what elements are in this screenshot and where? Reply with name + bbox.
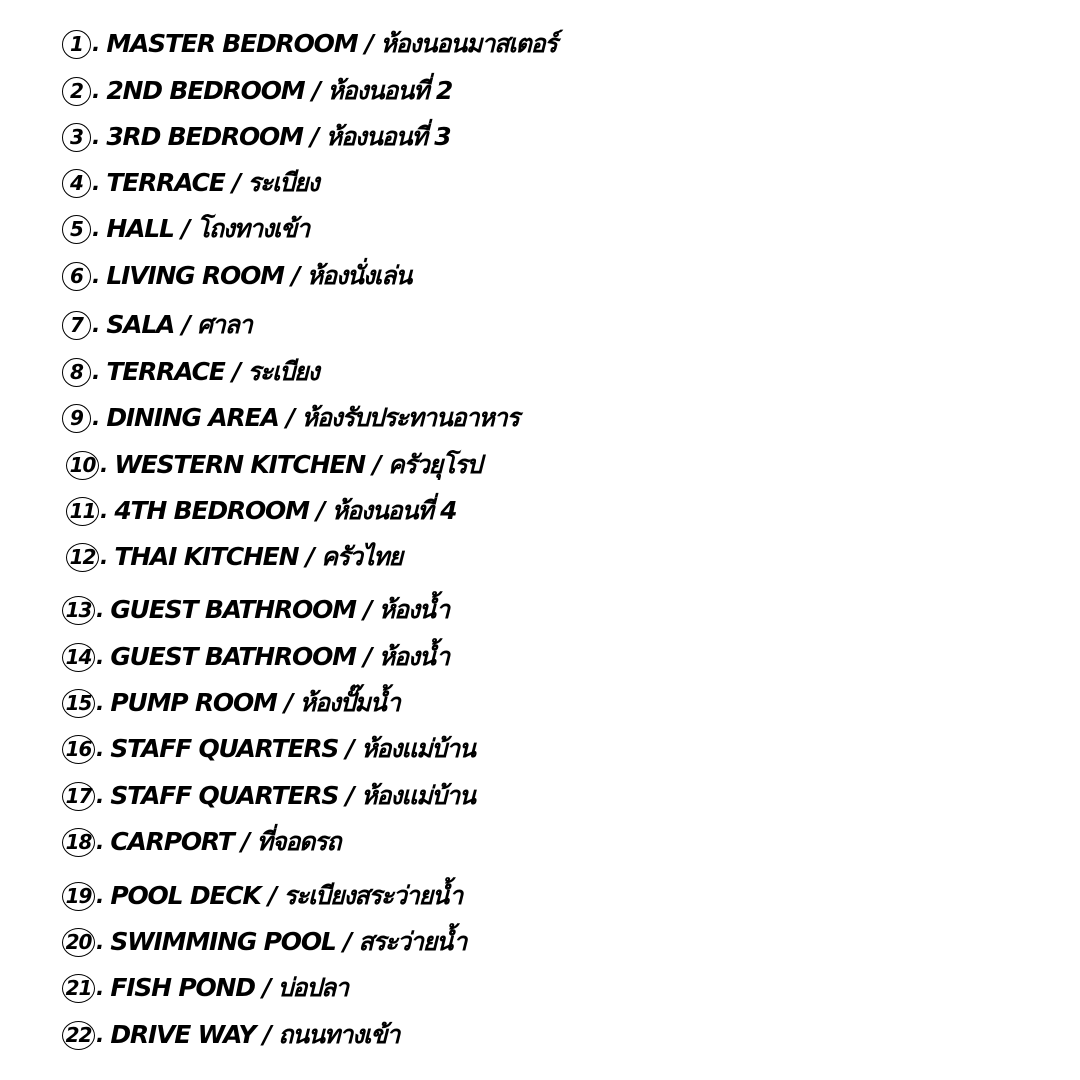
item-number-circle: 3: [62, 123, 91, 152]
item-separator: .: [96, 883, 105, 909]
legend-item-5: [62, 209, 309, 249]
item-label: POOL DECK / ระเบียงสระว่ายน้ำ: [110, 881, 463, 910]
item-number-circle: 14: [62, 643, 95, 672]
legend-item-21: [62, 968, 348, 1008]
legend-item-17: [62, 776, 475, 816]
item-label: THAI KITCHEN / ครัวไทย: [114, 542, 402, 571]
item-number-circle: 15: [62, 689, 95, 718]
legend-item-14: [62, 637, 449, 677]
item-number-circle: 4: [62, 169, 91, 198]
item-number-circle: 2: [62, 77, 91, 106]
legend-item-18: [62, 822, 340, 862]
item-label: PUMP ROOM / ห้องปั๊มน้ำ: [110, 688, 400, 717]
item-number-circle: 5: [62, 215, 91, 244]
legend-item-4: [62, 163, 318, 203]
item-separator: .: [96, 783, 105, 809]
item-number-circle: 19: [62, 882, 95, 911]
item-label: DINING AREA / ห้องรับประทานอาหาร: [106, 403, 519, 432]
item-label: SALA / ศาลา: [106, 310, 252, 339]
item-separator: .: [92, 263, 101, 289]
item-number-circle: 1: [62, 30, 91, 59]
item-number-circle: 6: [62, 262, 91, 291]
item-label: 2ND BEDROOM / ห้องนอนที่ 2: [106, 76, 453, 105]
item-label: SWIMMING POOL / สระว่ายน้ำ: [110, 927, 467, 956]
legend-item-13: [62, 590, 449, 630]
item-label: DRIVE WAY / ถนนทางเข้า: [110, 1020, 400, 1049]
item-label: CARPORT / ที่จอดรถ: [110, 827, 341, 856]
item-label: TERRACE / ระเบียง: [106, 357, 319, 386]
item-separator: .: [92, 405, 101, 431]
legend-item-11: [66, 491, 456, 531]
item-number-circle: 21: [62, 974, 95, 1003]
legend-item-20: [62, 922, 466, 962]
item-separator: .: [96, 829, 105, 855]
item-separator: .: [96, 736, 105, 762]
item-separator: .: [92, 359, 101, 385]
item-label: GUEST BATHROOM / ห้องน้ำ: [110, 642, 449, 671]
legend-item-7: [62, 305, 252, 345]
item-label: GUEST BATHROOM / ห้องน้ำ: [110, 595, 449, 624]
item-number-circle: 11: [66, 497, 99, 526]
item-label: HALL / โถงทางเข้า: [106, 214, 309, 243]
item-separator: .: [100, 544, 109, 570]
item-separator: .: [96, 975, 105, 1001]
item-label: FISH POND / บ่อปลา: [110, 973, 348, 1002]
item-separator: .: [92, 216, 101, 242]
item-number-circle: 7: [62, 311, 91, 340]
item-number-circle: 22: [62, 1021, 95, 1050]
legend-item-12: [66, 537, 402, 577]
legend-item-22: [62, 1015, 399, 1055]
item-label: MASTER BEDROOM / ห้องนอนมาสเตอร์: [106, 29, 557, 58]
item-label: LIVING ROOM / ห้องนั่งเล่น: [106, 261, 412, 290]
item-number-circle: 12: [66, 543, 99, 572]
item-label: 4TH BEDROOM / ห้องนอนที่ 4: [114, 496, 457, 525]
item-number-circle: 20: [62, 928, 95, 957]
item-label: TERRACE / ระเบียง: [106, 168, 319, 197]
legend-item-2: [62, 71, 452, 111]
item-separator: .: [100, 452, 109, 478]
item-separator: .: [96, 690, 105, 716]
legend-item-9: [62, 398, 519, 438]
legend-item-3: [62, 117, 450, 157]
item-number-circle: 18: [62, 828, 95, 857]
legend-item-10: [66, 445, 481, 485]
legend-item-19: [62, 876, 462, 916]
item-separator: .: [92, 312, 101, 338]
legend-item-15: [62, 683, 400, 723]
item-number-circle: 10: [66, 451, 99, 480]
item-separator: .: [96, 644, 105, 670]
item-separator: .: [96, 597, 105, 623]
item-number-circle: 9: [62, 404, 91, 433]
item-number-circle: 8: [62, 358, 91, 387]
item-number-circle: 17: [62, 782, 95, 811]
item-separator: .: [92, 124, 101, 150]
item-separator: .: [96, 1022, 105, 1048]
legend-item-1: [62, 24, 557, 64]
legend-item-6: [62, 256, 411, 296]
item-label: 3RD BEDROOM / ห้องนอนที่ 3: [106, 122, 451, 151]
legend-item-16: [62, 729, 475, 769]
legend-item-8: [62, 352, 318, 392]
item-label: WESTERN KITCHEN / ครัวยุโรป: [114, 450, 482, 479]
item-separator: .: [92, 31, 101, 57]
item-separator: .: [92, 170, 101, 196]
item-separator: .: [96, 929, 105, 955]
item-label: STAFF QUARTERS / ห้องแม่บ้าน: [110, 734, 475, 763]
item-label: STAFF QUARTERS / ห้องแม่บ้าน: [110, 781, 475, 810]
room-legend: [62, 0, 1062, 1080]
item-number-circle: 16: [62, 735, 95, 764]
item-separator: .: [92, 78, 101, 104]
item-number-circle: 13: [62, 596, 95, 625]
item-separator: .: [100, 498, 109, 524]
